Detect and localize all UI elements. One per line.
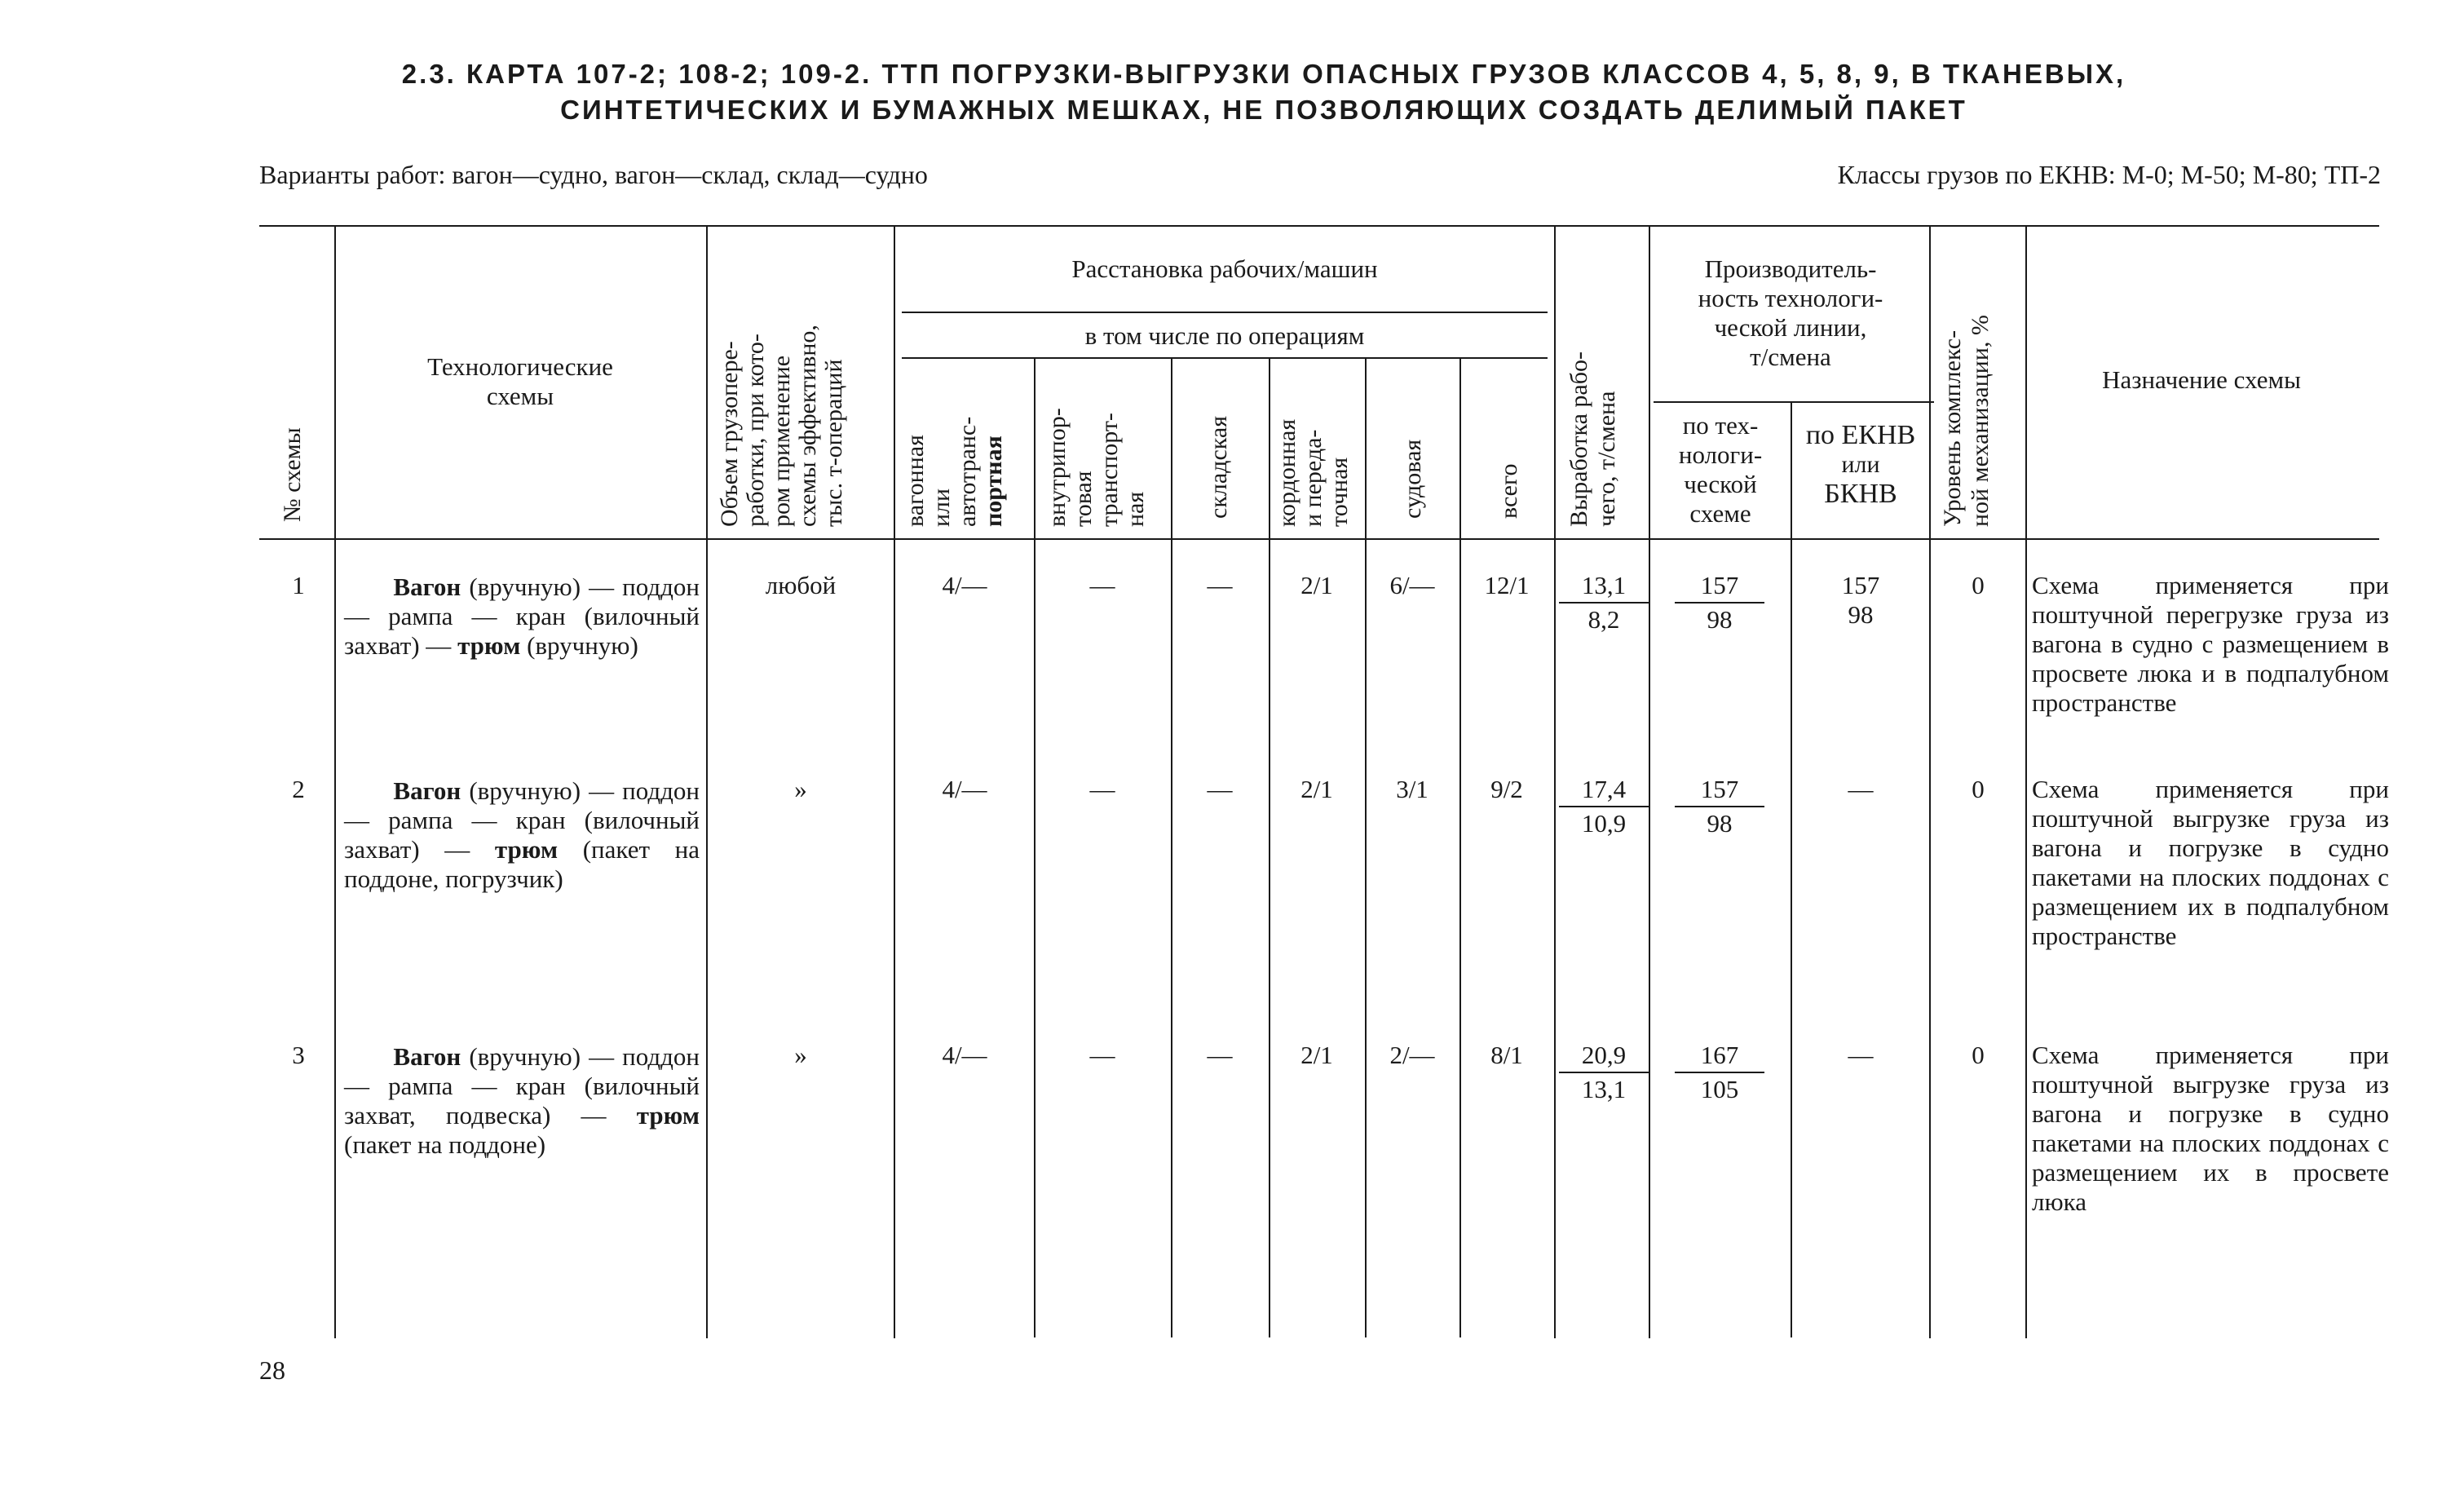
row-purpose: Схема применяется при поштучной выгрузке груза из вагона и погрузке в судно пакетами на плоских поддонах с размещением их в просвете люка bbox=[2032, 1041, 2389, 1216]
header-placement: Расстановка рабочих/машин bbox=[1071, 254, 1378, 283]
header-tech-schemes: Технологические схемы bbox=[427, 352, 613, 410]
row-internal: — bbox=[1089, 1041, 1115, 1069]
header-ship: судовая bbox=[1399, 439, 1426, 519]
row-mechanization: 0 bbox=[1972, 1041, 1985, 1069]
row-scheme: Вагон (вручную) — поддон — рампа — кран (вилочный захват, подвеска) — трюм (пакет на поддоне) bbox=[344, 1042, 700, 1159]
row-total: 8/1 bbox=[1490, 1041, 1523, 1069]
row-ship: 2/— bbox=[1389, 1041, 1435, 1069]
row-ekhv: 157 98 bbox=[1841, 571, 1880, 629]
header-by-tech: по тех- нологи- ческой схеме bbox=[1678, 411, 1763, 528]
row-ship: 6/— bbox=[1389, 571, 1435, 599]
row-ekhv: — bbox=[1848, 1041, 1874, 1069]
page-number: 28 bbox=[259, 1355, 285, 1385]
row-productivity: $\frac{157}{98}$ bbox=[1675, 571, 1764, 634]
row-internal: — bbox=[1089, 571, 1115, 599]
row-total: 12/1 bbox=[1484, 571, 1530, 599]
row-no: 3 bbox=[292, 1041, 305, 1069]
row-output: $\frac{13,1}{8,2}$ bbox=[1559, 571, 1649, 634]
row-productivity: $\frac{157}{98}$ bbox=[1675, 775, 1764, 838]
row-purpose: Схема применяется при поштучной выгрузке груза из вагона и погрузке в судно пакетами на плоских поддонах с размещением их в подпалубном пространстве bbox=[2032, 775, 2389, 950]
row-mechanization: 0 bbox=[1972, 775, 1985, 803]
page-title-line-2: СИНТЕТИЧЕСКИХ И БУМАЖНЫХ МЕШКАХ, НЕ ПОЗВОЛЯЮЩИХ СОЗДАТЬ ДЕЛИМЫЙ ПАКЕТ bbox=[560, 95, 1967, 125]
row-mechanization: 0 bbox=[1972, 571, 1985, 599]
header-purpose: Назначение схемы bbox=[2102, 365, 2301, 394]
row-warehouse: — bbox=[1207, 571, 1233, 599]
row-wagon: 4/— bbox=[942, 1041, 987, 1069]
row-internal: — bbox=[1089, 775, 1115, 803]
row-scheme: Вагон (вручную) — поддон — рампа — кран (вилочный захват) — трюм (вручную) bbox=[344, 573, 700, 660]
header-incl-ops: в том числе по операциям bbox=[1084, 321, 1365, 350]
row-volume: » bbox=[794, 775, 807, 803]
header-scheme-no: № схемы bbox=[279, 427, 306, 522]
row-total: 9/2 bbox=[1490, 775, 1523, 803]
header-warehouse: складская bbox=[1205, 416, 1232, 519]
row-cordon: 2/1 bbox=[1300, 571, 1333, 599]
row-cordon: 2/1 bbox=[1300, 1041, 1333, 1069]
row-warehouse: — bbox=[1207, 775, 1233, 803]
cargo-classes: Классы грузов по ЕКНВ: М-0; М-50; М-80; ТП-2 bbox=[1837, 160, 2381, 189]
work-variants: Варианты работ: вагон—судно, вагон—склад, склад—судно bbox=[259, 160, 928, 189]
row-productivity: $\frac{167}{105}$ bbox=[1675, 1041, 1764, 1104]
row-output: $\frac{17,4}{10,9}$ bbox=[1559, 775, 1649, 838]
row-purpose: Схема применяется при поштучной перегрузке груза из вагона в судно с размещением в просвете люка и в подпалубном пространстве bbox=[2032, 571, 2389, 717]
row-ship: 3/1 bbox=[1396, 775, 1429, 803]
row-no: 1 bbox=[292, 571, 305, 599]
row-volume: » bbox=[794, 1041, 807, 1069]
row-wagon: 4/— bbox=[942, 571, 987, 599]
row-warehouse: — bbox=[1207, 1041, 1233, 1069]
row-cordon: 2/1 bbox=[1300, 775, 1333, 803]
row-no: 2 bbox=[292, 775, 305, 803]
header-productivity: Производитель- ность технологи- ческой линии, т/смена bbox=[1698, 254, 1883, 371]
row-scheme: Вагон (вручную) — поддон — рампа — кран (вилочный захват) — трюм (пакет на поддоне, погрузчик) bbox=[344, 776, 700, 893]
row-volume: любой bbox=[765, 571, 837, 599]
row-wagon: 4/— bbox=[942, 775, 987, 803]
header-by-ekhv: по ЕКНВ или БКНВ bbox=[1805, 420, 1916, 509]
header-total: всего bbox=[1495, 463, 1522, 519]
page-title-line-1: 2.3. КАРТА 107-2; 108-2; 109-2. ТТП ПОГРУЗКИ-ВЫГРУЗКИ ОПАСНЫХ ГРУЗОВ КЛАССОВ 4, 5, 8, 9, В ТКАНЕВЫХ, bbox=[401, 59, 2126, 89]
row-output: $\frac{20,9}{13,1}$ bbox=[1559, 1041, 1649, 1104]
row-ekhv: — bbox=[1848, 775, 1874, 803]
